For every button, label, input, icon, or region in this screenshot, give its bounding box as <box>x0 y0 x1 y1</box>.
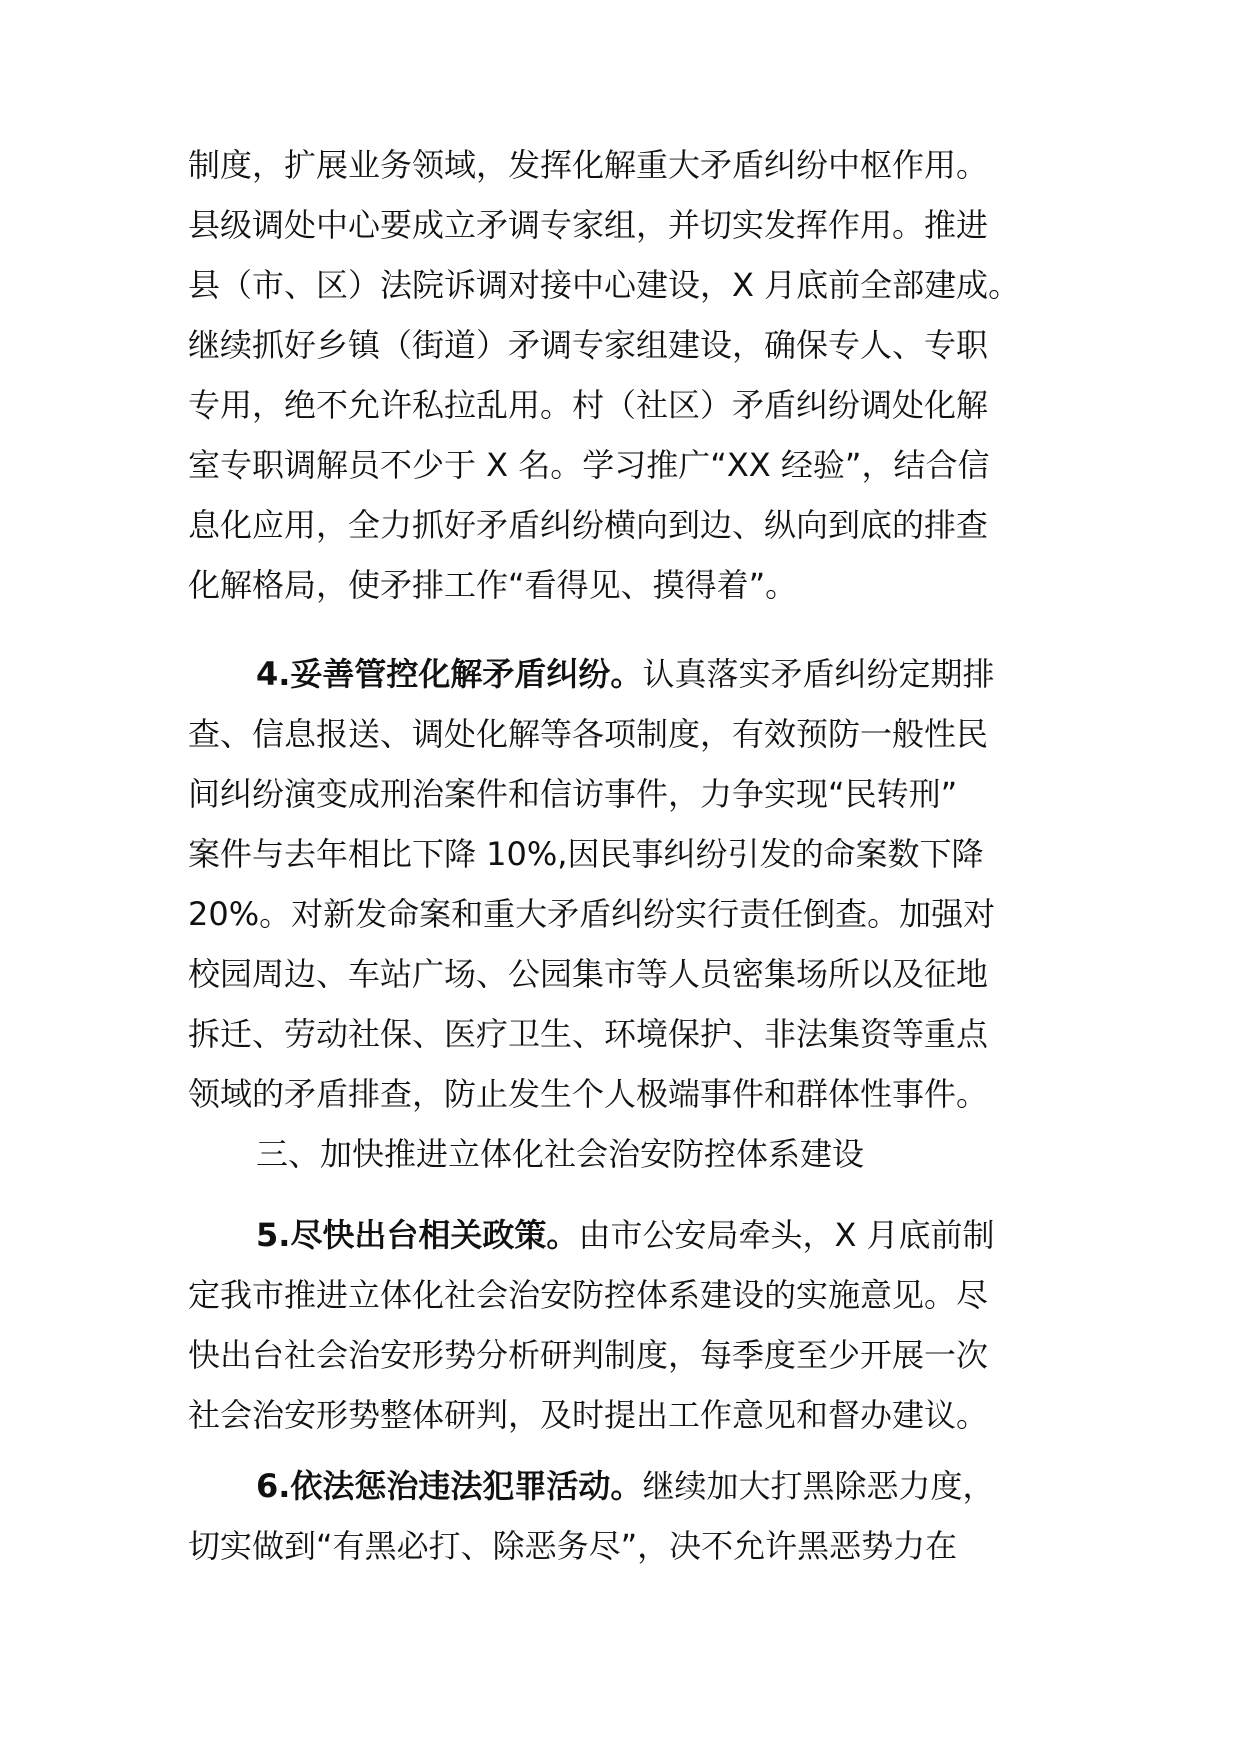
text-line: 查、信息报送、调处化解等各项制度，有效预防一般性民 <box>188 715 989 753</box>
text-line: 县（市、区）法院诉调对接中心建设，X 月底前全部建成。 <box>188 266 1021 304</box>
text-line: 化解格局，使矛排工作“看得见、摸得着”。 <box>188 566 798 604</box>
text-line: 校园周边、车站广场、公园集市等人员密集场所以及征地 <box>188 955 989 993</box>
item-heading: 4.妥善管控化解矛盾纠纷。 <box>256 655 643 693</box>
text-line: 定我市推进立体化社会治安防控体系建设的实施意见。尽 <box>188 1276 989 1314</box>
section-heading-text: 三、加快推进立体化社会治安防控体系建设 <box>256 1135 865 1173</box>
paragraph-item-4 <box>188 644 1060 1124</box>
item-text: 认真落实矛盾纠纷定期排 <box>642 655 995 693</box>
paragraph-intro <box>188 135 1060 615</box>
text-line: 切实做到“有黑必打、除恶务尽”，决不允许黑恶势力在 <box>188 1527 958 1565</box>
text-line <box>188 1456 1060 1516</box>
text-line: 县级调处中心要成立矛调专家组，并切实发挥作用。推进 <box>188 206 989 244</box>
text-line: 制度，扩展业务领域，发挥化解重大矛盾纠纷中枢作用。 <box>188 146 989 184</box>
text-line: 20%。对新发命案和重大矛盾纠纷实行责任倒查。加强对 <box>188 895 996 933</box>
text-line: 息化应用，全力抓好矛盾纠纷横向到边、纵向到底的排查 <box>188 506 989 544</box>
text-line: 领域的矛盾排查，防止发生个人极端事件和群体性事件。 <box>188 1075 989 1113</box>
text-line <box>188 644 1060 704</box>
paragraph-item-5 <box>188 1205 1060 1445</box>
text-line: 间纠纷演变成刑治案件和信访事件，力争实现“民转刑” <box>188 775 958 813</box>
text-line: 快出台社会治安形势分析研判制度，每季度至少开展一次 <box>188 1336 989 1374</box>
text-line: 室专职调解员不少于 X 名。学习推广“XX 经验”，结合信 <box>188 446 990 484</box>
text-line: 案件与去年相比下降 10%,因民事纠纷引发的命案数下降 <box>188 835 984 873</box>
text-line: 专用，绝不允许私拉乱用。村（社区）矛盾纠纷调处化解 <box>188 386 989 424</box>
text-line: 社会治安形势整体研判，及时提出工作意见和督办建议。 <box>188 1396 989 1434</box>
item-heading: 5.尽快出台相关政策。 <box>256 1216 579 1254</box>
text-line: 拆迁、劳动社保、医疗卫生、环境保护、非法集资等重点 <box>188 1015 989 1053</box>
item-text: 继续加大打黑除恶力度， <box>642 1467 995 1505</box>
paragraph-item-6 <box>188 1456 1060 1576</box>
item-text: 由市公安局牵头，X 月底前制 <box>578 1216 995 1254</box>
item-heading: 6.依法惩治违法犯罪活动。 <box>256 1467 643 1505</box>
text-line: 继续抓好乡镇（街道）矛调专家组建设，确保专人、专职 <box>188 326 989 364</box>
section-heading <box>188 1124 1060 1184</box>
text-line <box>188 1205 1060 1265</box>
